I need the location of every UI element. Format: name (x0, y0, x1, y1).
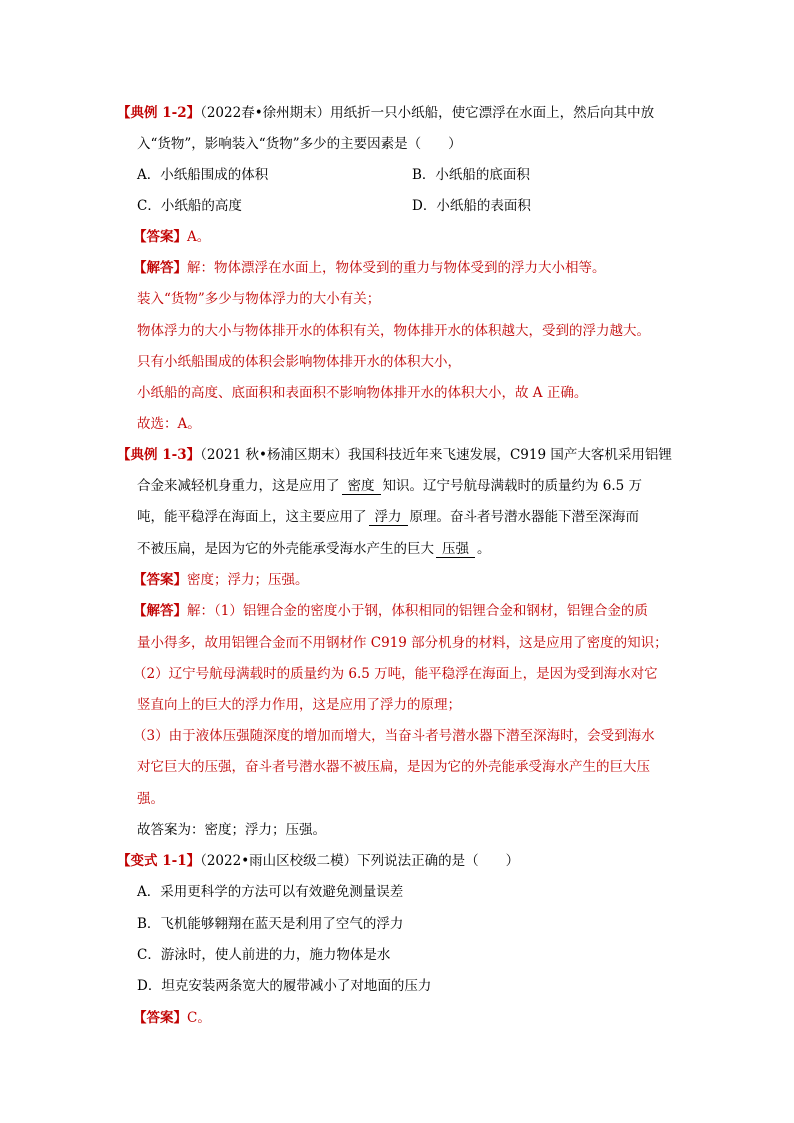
q2-analysis-line1 (133, 602, 648, 620)
q2-tag: 【典例 1-3】 (117, 447, 201, 463)
q2-analysis-tag: 【解答】 (133, 603, 187, 619)
q1-answer-tag: 【答案】 (133, 229, 187, 245)
q1-answer (133, 228, 210, 246)
q2-analysis-line5: （3）由于液体压强随深度的增加而增大，当奋斗者号潜水器下潜至深海时，会受到海水 (133, 728, 655, 744)
q3-tag: 【变式 1-1】 (117, 853, 201, 869)
q3-stem (117, 852, 519, 870)
q2-analysis-line4: 竖直向上的巨大的浮力作用，这是应用了浮力的原理； (137, 697, 461, 713)
q3-answer (133, 1009, 211, 1027)
q2-stem-line1 (117, 446, 672, 464)
q3-option-a: A．采用更科学的方法可以有效避免测量误差 (137, 884, 404, 900)
q1-option-b: B．小纸船的底面积 (412, 167, 530, 183)
q1-analysis-line1 (133, 259, 606, 277)
q1-analysis-line5: 小纸船的高度、底面积和表面积不影响物体排开水的体积大小，故 A 正确。 (137, 385, 588, 401)
q2-blank-1: 密度 (342, 478, 381, 495)
q1-analysis-line3: 物体浮力的大小与物体排开水的体积有关，物体排开水的体积越大，受到的浮力越大。 (137, 323, 650, 339)
q2-analysis-line6: 对它巨大的压强，奋斗者号潜水器不被压扁，是因为它的外壳能承受海水产生的巨大压 (137, 759, 650, 775)
q3-option-c: C．游泳时，使人前进的力，施力物体是水 (137, 947, 391, 963)
q1-stem-line2: 入“货物”，影响装入“货物”多少的主要因素是（ ） (137, 136, 462, 152)
q1-analysis-line2: 装入“货物”多少与物体浮力的大小有关； (137, 291, 381, 307)
q2-stem-line2 (137, 477, 642, 495)
q3-source: （2022•雨山区校级二模） (200, 853, 358, 869)
q1-analysis-line4: 只有小纸船围成的体积会影响物体排开水的体积大小， (137, 354, 461, 370)
q2-source: （2021 秋•杨浦区期末） (200, 447, 348, 463)
q2-stem-line4 (137, 540, 491, 558)
q2-stem-line2-pre: 合金来减轻机身重力，这是应用了 (137, 478, 340, 494)
q2-stem-line4-post: 。 (477, 541, 491, 557)
q2-stem-line3-pre: 吨，能平稳浮在海面上，这主要应用了 (137, 509, 367, 525)
q2-answer (133, 571, 309, 589)
q3-answer-value: C。 (187, 1010, 211, 1026)
q2-analysis-line7: 强。 (137, 791, 164, 807)
q2-analysis-line2: 量小得多，故用铝锂合金而不用钢材作 C919 部分机身的材料，这是应用了密度的知识； (137, 635, 668, 651)
q1-tag: 【典例 1-2】 (117, 105, 201, 121)
q1-stem-text1: 用纸折一只小纸船，使它漂浮在水面上，然后向其中放 (330, 105, 655, 121)
q2-stem-text1: 我国科技近年来飞速发展，C919 国产大客机采用铝锂 (347, 447, 672, 463)
q1-option-a: A．小纸船围成的体积 (137, 167, 269, 183)
q3-answer-tag: 【答案】 (133, 1010, 187, 1026)
q1-conclusion: 故选：A。 (137, 416, 201, 432)
q2-stem-line3 (137, 508, 639, 526)
q3-option-d: D．坦克安装两条宽大的履带减小了对地面的压力 (137, 978, 432, 994)
q1-stem-line1 (117, 104, 654, 122)
q1-analysis-text1: 解：物体漂浮在水面上，物体受到的重力与物体受到的浮力大小相等。 (187, 260, 606, 276)
q1-source: （2022春•徐州期末） (200, 105, 331, 121)
q3-stem-text: 下列说法正确的是（ ） (357, 853, 520, 869)
q2-analysis-text1: 解：（1）铝锂合金的密度小于钢，体积相同的铝锂合金和钢材，铝锂合金的质 (187, 603, 648, 619)
q2-blank-3: 压强 (436, 541, 475, 558)
q1-answer-value: A。 (187, 229, 211, 245)
q2-conclusion: 故答案为：密度；浮力；压强。 (137, 822, 326, 838)
q2-stem-line4-pre: 不被压扁，是因为它的外壳能承受海水产生的巨大 (137, 541, 434, 557)
q1-option-d: D．小纸船的表面积 (412, 198, 531, 214)
q2-stem-line2-post: 知识。辽宁号航母满载时的质量约为 6.5 万 (382, 478, 643, 494)
q2-blank-2: 浮力 (369, 509, 408, 526)
q2-answer-value: 密度；浮力；压强。 (187, 572, 309, 588)
q3-option-b: B．飞机能够翱翔在蓝天是利用了空气的浮力 (137, 916, 404, 932)
q2-stem-line3-post: 原理。奋斗者号潜水器能下潜至深海而 (409, 509, 639, 525)
q2-answer-tag: 【答案】 (133, 572, 187, 588)
q2-analysis-line3: （2）辽宁号航母满载时的质量约为 6.5 万吨，能平稳浮在海面上，是因为受到海水对它 (133, 666, 658, 682)
q1-option-c: C．小纸船的高度 (137, 198, 242, 214)
q1-analysis-tag: 【解答】 (133, 260, 187, 276)
